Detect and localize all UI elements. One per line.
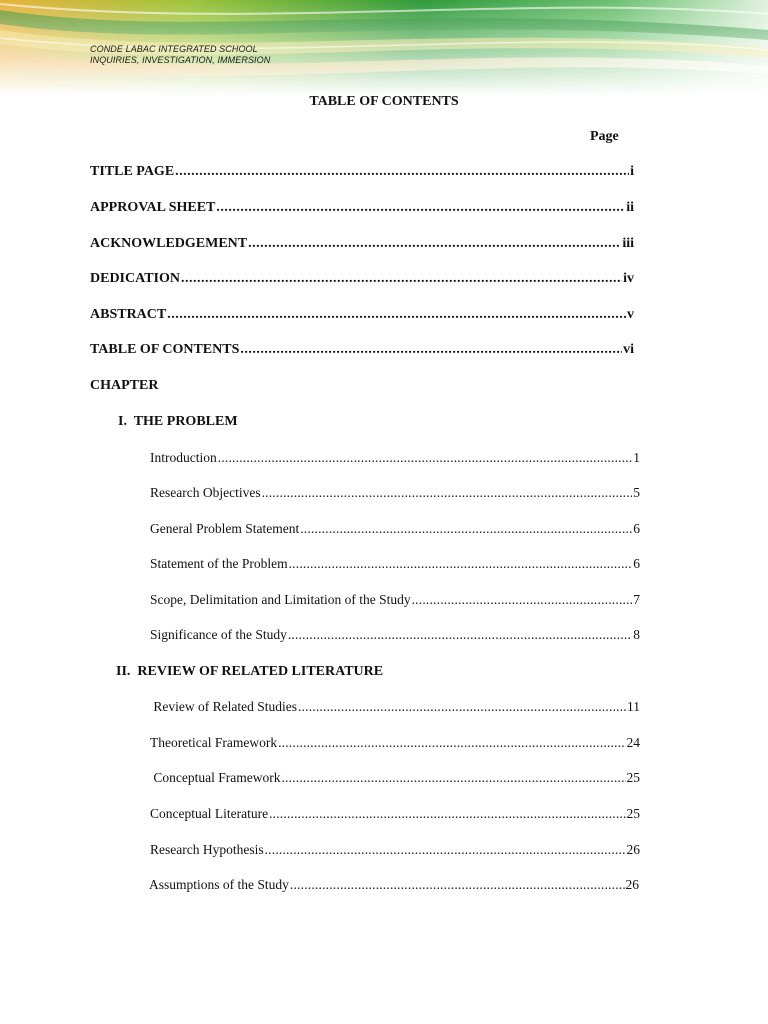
toc-entry-label: DEDICATION	[90, 271, 180, 286]
toc-entry-label: Conceptual Literature	[150, 806, 269, 821]
toc-entry-acknowledgement	[90, 236, 634, 256]
toc-entry-page: v	[627, 307, 634, 322]
toc-entry-scope-delimitation	[150, 592, 640, 612]
toc-entry-dedication	[90, 271, 634, 291]
toc-entry-page: 6	[633, 556, 640, 571]
dot-leader	[216, 200, 625, 216]
dot-leader	[167, 307, 626, 323]
toc-entry-introduction	[150, 450, 640, 470]
toc-entry-page: 26	[626, 842, 640, 857]
toc-entry-conceptual-framework	[150, 770, 640, 790]
chapter-label: CHAPTER	[90, 378, 159, 393]
toc-entry-label: Conceptual Framework	[150, 770, 281, 785]
toc-entry-statement-of-the-problem	[150, 556, 640, 576]
dot-leader	[269, 806, 625, 822]
toc-entry-page: iv	[623, 271, 634, 286]
toc-entry-abstract	[90, 307, 634, 327]
dot-leader	[412, 592, 633, 608]
chapter-1-heading: I. THE PROBLEM	[118, 414, 238, 429]
chapter-2-heading: II. REVIEW OF RELATED LITERATURE	[116, 664, 384, 679]
toc-title: TABLE OF CONTENTS	[309, 94, 459, 109]
dot-leader	[175, 164, 629, 180]
toc-entry-page: ii	[626, 200, 634, 215]
toc-entry-label: ACKNOWLEDGEMENT	[90, 236, 248, 251]
school-name: CONDE LABAC INTEGRATED SCHOOL	[90, 44, 258, 54]
toc-entry-review-of-related-studies	[150, 699, 640, 719]
toc-entry-page: 11	[627, 699, 640, 714]
toc-entry-label: Scope, Delimitation and Limitation of the Study	[150, 592, 411, 607]
toc-entry-page: 8	[633, 627, 640, 642]
toc-entry-page: 5	[633, 485, 640, 500]
toc-entry-label: Significance of the Study	[150, 627, 287, 642]
toc-entry-label: ABSTRACT	[90, 307, 167, 322]
toc-entry-label: APPROVAL SHEET	[90, 200, 216, 215]
toc-entry-significance-of-the-study	[150, 627, 640, 647]
toc-entry-page: 25	[626, 806, 640, 821]
toc-entry-label: TABLE OF CONTENTS	[90, 342, 240, 357]
dot-leader	[248, 236, 621, 252]
school-motto: INQUIRIES, INVESTIGATION, IMMERSION	[90, 55, 271, 65]
toc-entry-general-problem-statement	[150, 521, 640, 541]
toc-entry-page: 1	[633, 450, 640, 465]
dot-leader	[288, 627, 632, 643]
dot-leader	[181, 271, 622, 287]
toc-entry-label: Theoretical Framework	[150, 735, 278, 750]
dot-leader	[218, 450, 633, 466]
toc-entry-label: General Problem Statement	[150, 521, 300, 536]
dot-leader	[298, 699, 626, 715]
toc-entry-conceptual-literature	[150, 806, 640, 826]
toc-entry-research-hypothesis	[150, 842, 640, 862]
toc-entry-label: Research Hypothesis	[150, 842, 264, 857]
dot-leader	[262, 485, 633, 501]
toc-entry-label: Statement of the Problem	[150, 556, 288, 571]
toc-entry-page: 6	[633, 521, 640, 536]
toc-entry-research-objectives	[150, 485, 640, 505]
dot-leader	[265, 842, 626, 858]
toc-entry-page: 24	[626, 735, 640, 750]
toc-entry-page: 26	[625, 877, 639, 892]
toc-entry-table-of-contents	[90, 342, 634, 362]
dot-leader	[278, 735, 625, 751]
toc-entry-label: Assumptions of the Study	[149, 877, 289, 892]
dot-leader	[281, 770, 625, 786]
toc-entry-label: Review of Related Studies	[150, 699, 297, 714]
toc-entry-approval-sheet	[90, 200, 634, 220]
toc-entry-page: vi	[623, 342, 634, 357]
dot-leader	[290, 877, 625, 893]
school-header-text	[90, 44, 270, 66]
toc-entry-label: Introduction	[150, 450, 217, 465]
toc-entry-page: 7	[633, 592, 640, 607]
dot-leader	[300, 521, 632, 537]
dot-leader	[240, 342, 622, 358]
toc-entry-title-page	[90, 164, 634, 184]
toc-entry-label: Research Objectives	[150, 485, 261, 500]
dot-leader	[289, 556, 633, 572]
toc-entry-theoretical-framework	[150, 735, 640, 755]
toc-entry-assumptions-of-the-study	[149, 877, 639, 897]
toc-entry-page: iii	[622, 236, 634, 251]
page-column-heading: Page	[590, 129, 619, 144]
toc-entry-page: i	[630, 164, 634, 179]
toc-entry-page: 25	[626, 770, 640, 785]
toc-entry-label: TITLE PAGE	[90, 164, 175, 179]
